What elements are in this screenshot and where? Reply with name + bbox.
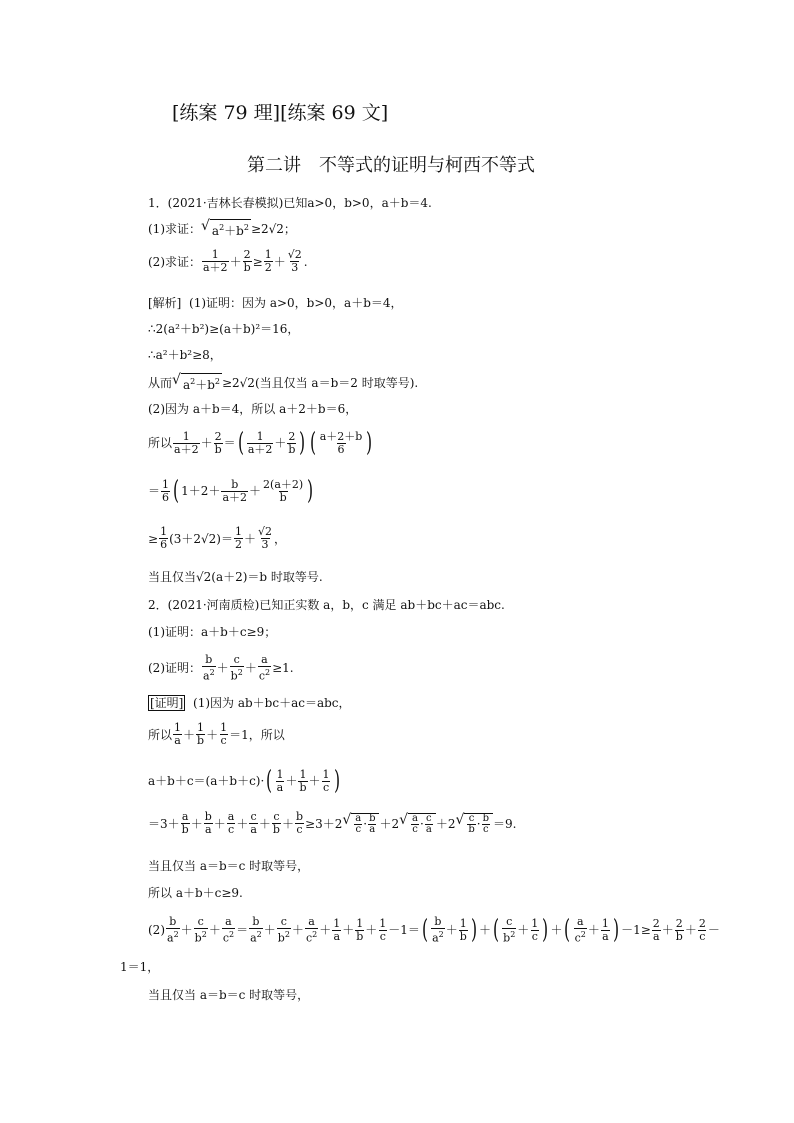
solution-2-line-5: 当且仅当 a＝b＝c 时取等号， <box>148 859 310 873</box>
problem-2-part-2: (2)证明： $\frac{b}{a^2}$ ＋ $\frac{c}{b^2}$ ＋ $\frac{a}{c^2}$ ≥1. <box>148 653 294 683</box>
lesson-number: 第二讲 <box>247 155 301 176</box>
sqrt-expression: √ $a^2+b^2$ <box>201 218 249 238</box>
lesson-name: 不等式的证明与柯西不等式 <box>319 155 535 176</box>
solution-1-line-2: ∴2(a²＋b²)≥(a＋b)²＝16， <box>148 322 300 336</box>
solution-2-line-9: 当且仅当 a＝b＝c 时取等号， <box>148 988 310 1002</box>
problem-1-part-1: (1)求证： √ $a^2+b^2$ ≥2√2； <box>148 218 296 238</box>
problem-2-part-1: (1)证明：a＋b＋c≥9； <box>148 625 277 639</box>
solution-1-line-6: 所以 $\frac{1}{a+2}$ ＋ $\frac{2}{b}$ ＝ ( $\frac{1}{a+2}$ ＋ $\frac{2}{b}$ ) ( $\frac{a+2+b}{6}$ ) <box>148 428 373 458</box>
solution-1-line-9: 当且仅当√2(a＋2)＝b 时取等号. <box>148 570 323 584</box>
exercise-header: [练案 79 理][练案 69 文] <box>172 102 389 124</box>
problem-1-part-2: (2)求证： $\frac{1}{a+2}$ ＋ $\frac{2}{b}$ ≥ $\frac{1}{2}$ ＋ $\frac{√2}{3}$ . <box>148 248 308 274</box>
solution-1-line-1: [解析] (1)证明：因为 a>0，b>0，a＋b＝4， <box>148 296 403 310</box>
solution-2-line-7: (2) $\frac{b}{a^2}$ ＋ $\frac{c}{b^2}$ ＋ $\frac{a}{c^2}$ ＝ $\frac{b}{a^2}$ ＋ $\frac{c}{b^2}$ ＋ $\frac{a}{c^2}$ ＋ $\frac{1}{a}$ ＋ $\frac{1}{b}$ ＋ $\frac{1}{c}$ －1＝ ( $\frac{b}{a^2}$ ＋ $\frac{1}{b}$ ) ＋ ( $\frac{c}{b^2}$ ＋ $\frac{1}{c}$ ) ＋ ( $\frac{a}{c^2}$ ＋ $\frac{1}{a}$ ) －1≥ $\frac{2}{a}$ ＋ $\frac{2}{b}$ ＋ $\frac{2}{c}$ － <box>148 915 720 946</box>
solution-2-line-4: ＝3＋ $\frac{a}{b}$ ＋ $\frac{b}{a}$ ＋ $\frac{a}{c}$ ＋ $\frac{c}{a}$ ＋ $\frac{c}{b}$ ＋ $\frac{b}{c}$ ≥3＋2 √ $\frac{a}{c}$ · $\frac{b}{a}$ ＋2 √ $\frac{a}{c}$ · $\frac{c}{a}$ ＋2 √ $\frac{c}{b}$ · $\frac{b}{c}$ ＝9. <box>148 810 517 836</box>
solution-1-line-7: ＝ $\frac{1}{6}$ ( 1＋2＋ $\frac{b}{a+2}$ ＋ $\frac{2(a+2)}{b}$ ) <box>148 476 314 506</box>
proof-tag: [证明] <box>150 696 184 710</box>
solution-1-line-8: ≥ $\frac{1}{6}$ (3＋2√2)＝ $\frac{1}{2}$ ＋ $\frac{√2}{3}$ ， <box>148 525 287 551</box>
solution-1-line-4: 从而 √ $a^2+b^2$ ≥2√2(当且仅当 a＝b＝2 时取等号). <box>148 372 419 392</box>
solution-2-line-1: [证明] (1)因为 ab＋bc＋ac＝abc， <box>150 696 351 710</box>
problem-2-stem: 2．(2021·河南质检)已知正实数 a，b，c 满足 ab＋bc＋ac＝abc. <box>148 598 505 612</box>
solution-tag: [解析] <box>148 296 182 310</box>
lesson-title <box>247 154 535 178</box>
solution-2-line-3: a＋b＋c＝(a＋b＋c)· ( $\frac{1}{a}$ ＋ $\frac{1}{b}$ ＋ $\frac{1}{c}$ ) <box>148 766 340 796</box>
solution-2-line-8: 1＝1， <box>120 960 160 974</box>
solution-1-line-3: ∴a²＋b²≥8， <box>148 348 222 362</box>
solution-1-line-5: (2)因为 a＋b＝4，所以 a＋2＋b＝6， <box>148 402 358 416</box>
solution-2-line-2: 所以 $\frac{1}{a}$ ＋ $\frac{1}{b}$ ＋ $\frac{1}{c}$ ＝1，所以 <box>148 721 285 747</box>
problem-1-stem: 1．(2021·吉林长春模拟)已知a>0，b>0，a＋b＝4. <box>148 196 432 210</box>
solution-2-line-6: 所以 a＋b＋c≥9. <box>148 886 243 900</box>
